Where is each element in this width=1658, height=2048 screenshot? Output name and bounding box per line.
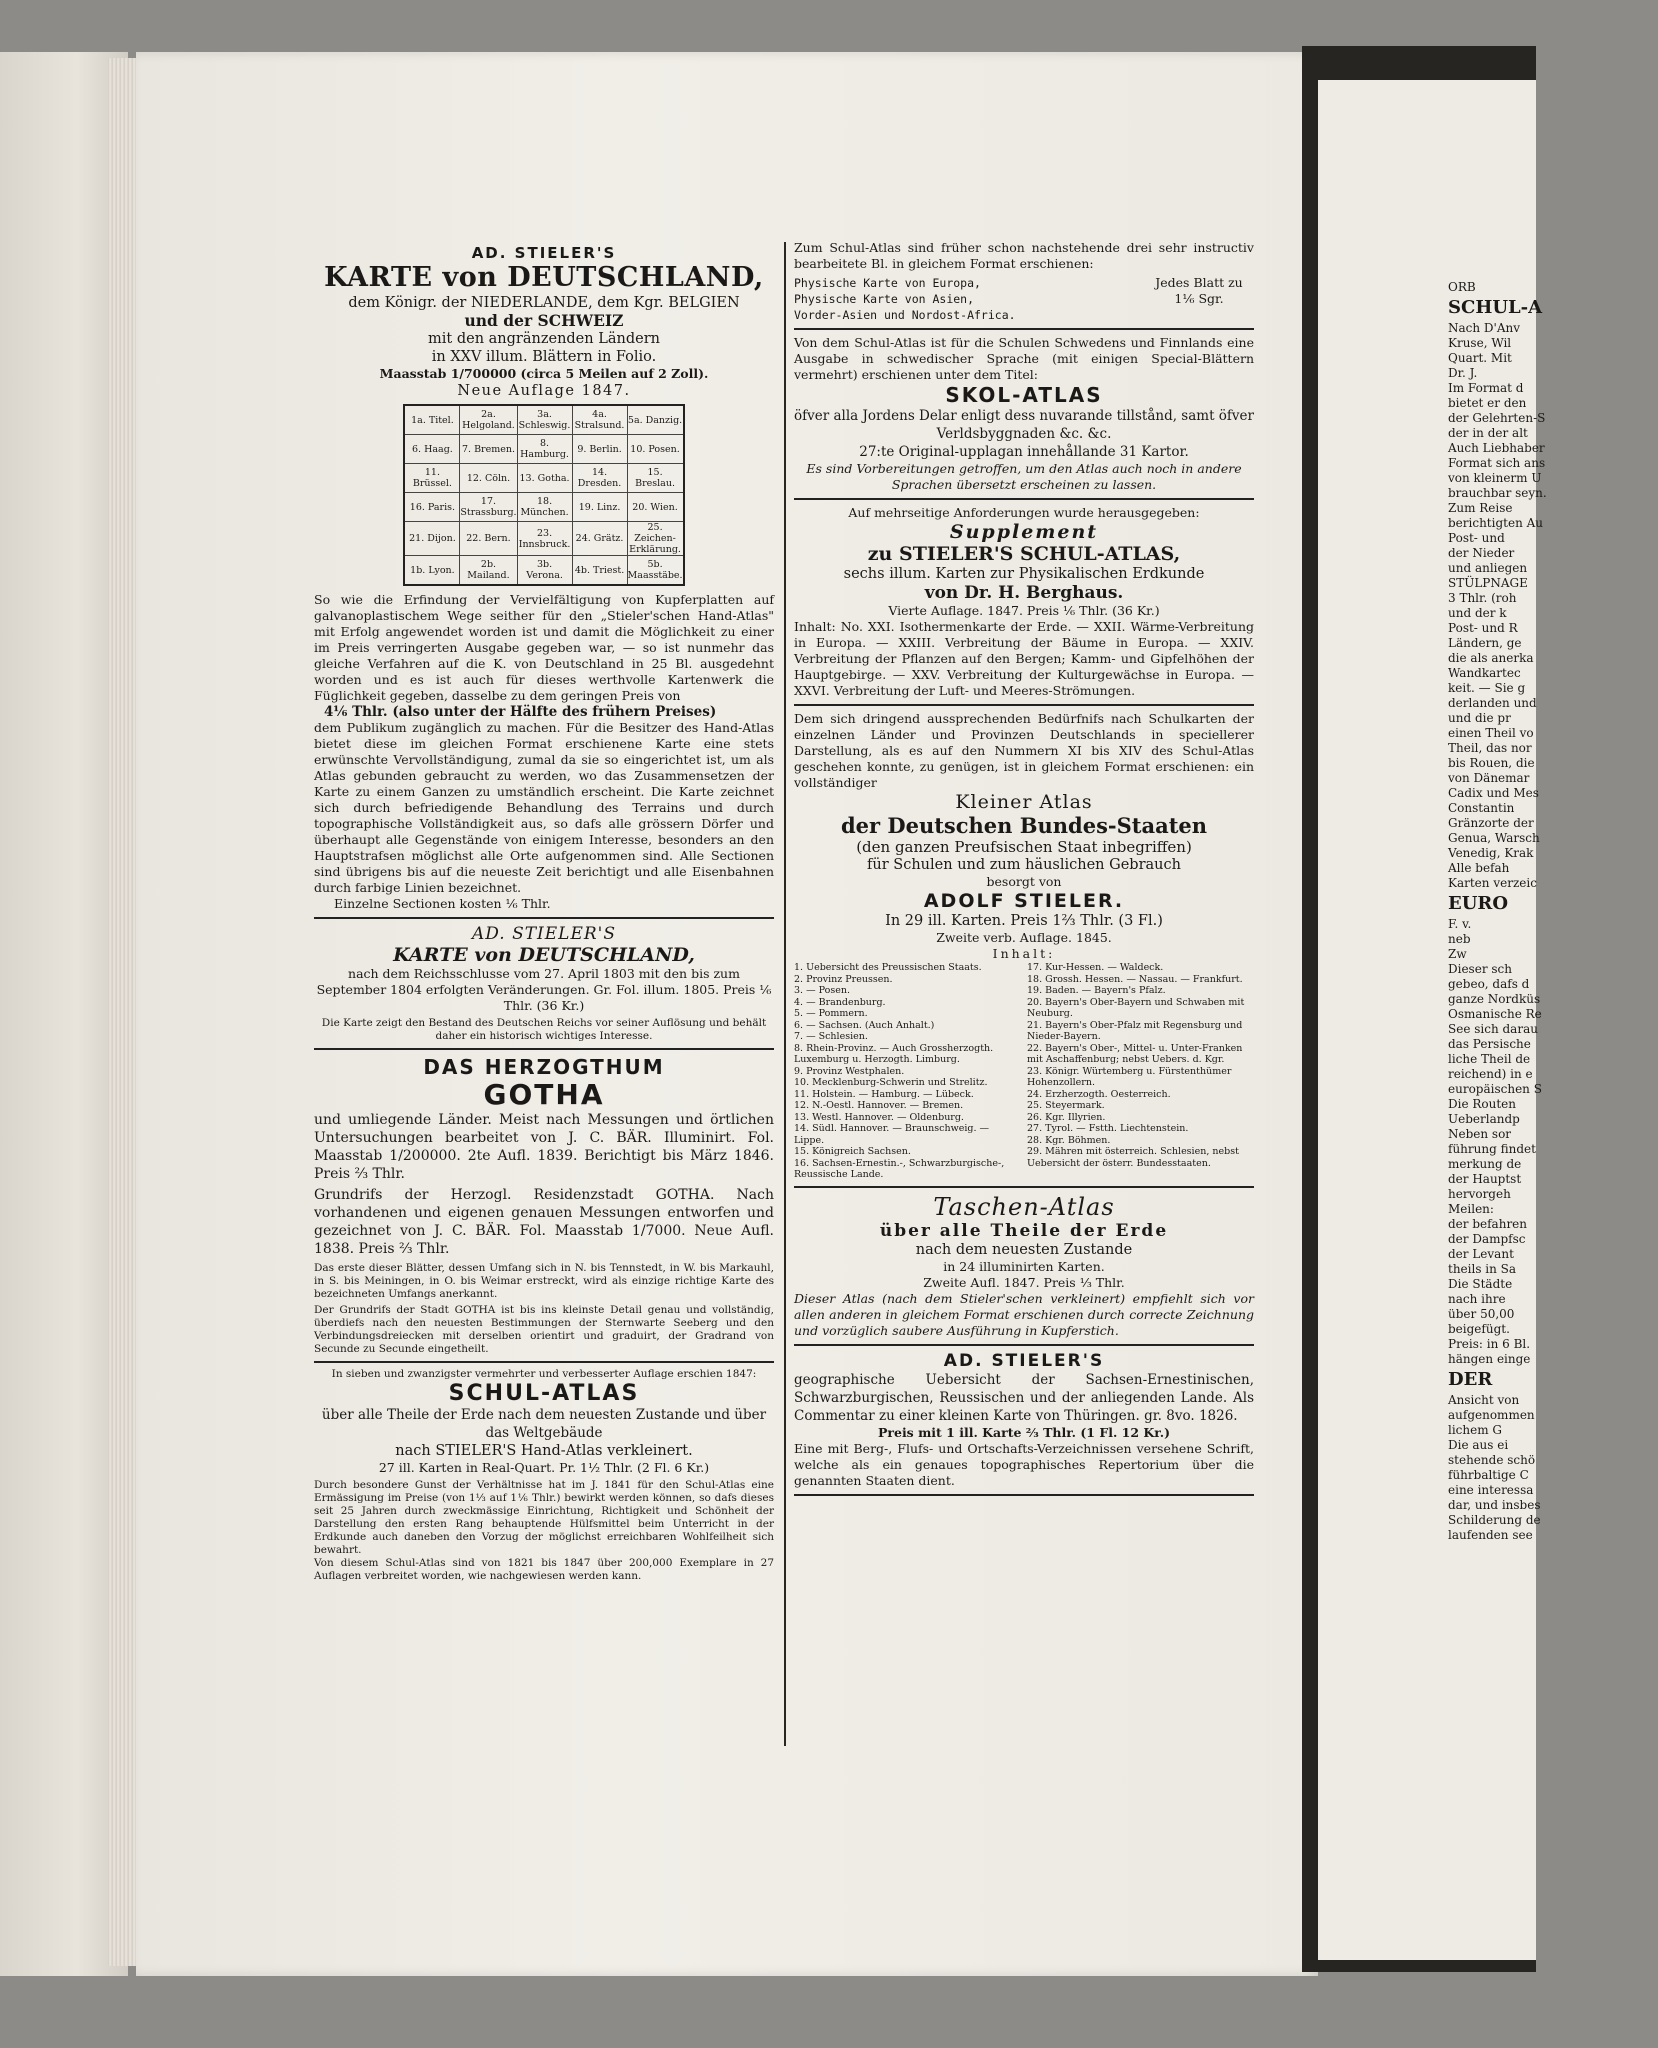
supp-title: Supplement [949, 521, 1099, 543]
right-page-line: STÜLPNAGE [1448, 576, 1528, 590]
contents-item: 10. Mecklenburg-Schwerin und Strelitz. [794, 1077, 988, 1088]
right-page-line: laufenden see [1448, 1528, 1533, 1542]
contents-item: 24. Erzherzogth. Oesterreich. [1027, 1088, 1171, 1100]
supp-body: Inhalt: No. XXI. Isothermenkarte der Erde. — XXII. Wärme-Verbreitung in Europa. — XXIII. Verbreitung der Bäume in Europa. — XXIV. Verbreitung der Pflanzen auf den Bergen; Kamm- und Gipfelhöhen der Hauptgebirge. — XXV. Verbreitung der Kulturgewächse in Europa. — XXVI. Verbreitung der Luft- und Meeres-Strömungen. [794, 619, 1254, 698]
rc-map-2: Physische Karte von Asien, [794, 292, 975, 306]
contents-item: 14. Südl. Hannover. — Braunschweig. — Lippe. [794, 1123, 990, 1146]
ta-ed: Zweite Aufl. 1847. Preis ⅓ Thlr. [923, 1274, 1125, 1290]
grid-cell: 4a. Stralsund. [572, 405, 627, 435]
grid-cell: 11. Brüssel. [404, 464, 460, 493]
right-page-line: hängen einge [1448, 1352, 1531, 1366]
right-page-line: der Levant [1448, 1247, 1514, 1261]
right-page-line: über 50,00 [1448, 1307, 1515, 1321]
contents-item: 3. — Posen. [794, 985, 850, 996]
gotha-body: und umliegende Länder. Meist nach Messungen und örtlichen Untersuchungen bearbeitet von J. C. BÄR. Illuminirt. Fol. Maasstab 1/200000. 2te Aufl. 1839. Berichtigt bis März 1846. Preis ⅔ Thlr. [314, 1112, 774, 1182]
right-page-line: derlanden und [1448, 696, 1537, 710]
grid-row [404, 522, 683, 556]
ta-sub2: nach dem neuesten Zustande [915, 1241, 1133, 1258]
grid-cell: 17. Strassburg. [460, 493, 517, 522]
right-page-line: merkung de [1448, 1157, 1522, 1171]
grid-cell: 13. Gotha. [517, 464, 572, 493]
right-page-line: lichem G [1448, 1423, 1503, 1437]
right-page-line: von kleinerm U [1448, 471, 1542, 485]
ge-title: AD. STIELER'S [943, 1350, 1105, 1371]
ta-sub3: in 24 illuminirten Karten. [943, 1258, 1105, 1274]
karte-sub1: dem Königr. der NIEDERLANDE, dem Kgr. BELGIEN [348, 295, 740, 311]
right-page-line: hervorgeh [1448, 1187, 1511, 1201]
right-page-line: See sich darau [1448, 1022, 1538, 1036]
rc-maps-price: Jedes Blatt zu 1⅙ Sgr. [1155, 275, 1243, 306]
right-page-line: aufgenommen [1448, 1408, 1535, 1422]
contents-item: 21. Bayern's Ober-Pfalz mit Regensburg und Nieder-Bayern. [1027, 1019, 1243, 1042]
karte-edition: Neue Auflage 1847. [457, 383, 631, 399]
right-page-line: Post- und R [1448, 621, 1518, 635]
kl-title1: Kleiner Atlas [955, 791, 1093, 813]
contents-item: 13. Westl. Hannover. — Oldenburg. [794, 1111, 964, 1123]
schul-body: Durch besondere Gunst der Verhältnisse hat im J. 1841 für den Schul-Atlas eine Ermässigung im Preise (von 1⅓ auf 1⅙ Thlr.) bewirkt werden können, so dafs dieses seit 25 Jahren durch zweckmässige Einrichtung, Richtigkeit und Schönheit der Darstellung den ersten Rang behauptende Hülfsmittel beim Unterricht in der Erdkunde auch daneben den Vorzug der möglichst erreichbaren Wohlfeilheit sich bewahrt. [314, 1479, 774, 1556]
gotha-title2: GOTHA [483, 1078, 605, 1111]
karte-header: AD. STIELER'S [471, 244, 617, 262]
gotha-body3: Das erste dieser Blätter, dessen Umfang sich in N. bis Tennstedt, in W. bis Markauhl, in S. bis Meiningen, in O. bis Weimar erstreckt, wird als einzige richtige Karte des bezeichneten Umfangs anerkannt. [314, 1262, 774, 1300]
karte1803-title: KARTE von DEUTSCHLAND, [393, 944, 695, 966]
contents-item: 11. Holstein. — Hamburg. — Lübeck. [794, 1088, 974, 1100]
ta-body: Dieser Atlas (nach dem Stieler'schen verkleinert) empfiehlt sich vor allen anderen in gleichem Format erschienen durch correcte Zeichnung und vorzüglich saubere Ausführung in Kupferstich. [794, 1290, 1254, 1338]
skol-title: SKOL-ATLAS [945, 383, 1103, 407]
rc-intro: Zum Schul-Atlas sind früher schon nachstehende drei sehr instructiv bearbeitete Bl. in gleichem Format erschienen: [794, 240, 1254, 271]
grid-cell: 21. Dijon. [404, 522, 460, 556]
grid-cell: 25. Zeichen-Erklärung. [627, 522, 684, 556]
contents-item: 2. Provinz Preussen. [794, 973, 893, 985]
right-page-line: der Hauptst [1448, 1172, 1522, 1186]
contents-item: 9. Provinz Westphalen. [794, 1065, 905, 1077]
right-page-line: europäischen S [1448, 1082, 1542, 1096]
supp-sub: zu STIELER'S SCHUL-ATLAS, [867, 543, 1181, 565]
contents-item: 1. Uebersicht des Preussischen Staats. [794, 962, 982, 973]
right-page-line: Karten verzeic [1448, 876, 1537, 890]
right-page-line: SCHUL-A [1448, 297, 1543, 318]
kl-sub3: besorgt von [986, 874, 1062, 889]
contents-item: 8. Rhein-Provinz. — Auch Grossherzogth. Luxemburg u. Herzogth. Limburg. [794, 1042, 994, 1065]
schul-intro: In sieben und zwanzigster vermehrter und verbesserter Auflage erschien 1847: [331, 1368, 757, 1380]
grid-cell: 22. Bern. [460, 522, 517, 556]
supp-sub2: sechs illum. Karten zur Physikalischen Erdkunde [843, 566, 1205, 582]
supp-author: von Dr. H. Berghaus. [924, 583, 1124, 603]
contents-item: 26. Kgr. Illyrien. [1027, 1111, 1106, 1123]
right-page-line: reichend) in e [1448, 1067, 1533, 1081]
contents-item: 22. Bayern's Ober-, Mittel- u. Unter-Franken mit Aschaffenburg; nebst Uebers. d. Kgr. [1027, 1042, 1243, 1065]
grid-cell: 8. Hamburg. [517, 435, 572, 464]
rc-map-1: Physische Karte von Europa, [794, 276, 981, 290]
contents-item: 19. Baden. — Bayern's Pfalz. [1027, 985, 1166, 996]
karte-price: 4⅙ Thlr. (also unter der Hälfte des frühern Preises) [324, 704, 717, 720]
right-page-line: DER [1448, 1369, 1493, 1390]
right-page-line: Nach D'Anv [1448, 321, 1521, 335]
grid-cell: 14. Dresden. [572, 464, 627, 493]
right-page-line: Im Format d [1448, 381, 1524, 395]
karte-sub4: in XXV illum. Blättern in Folio. [431, 349, 657, 365]
contents-item: 28. Kgr. Böhmen. [1027, 1134, 1111, 1146]
left-column [314, 240, 774, 1583]
right-page-line: Venedig, Krak [1448, 846, 1534, 860]
right-page-line: liche Theil de [1448, 1052, 1531, 1066]
grid-cell: 3a. Schleswig. [517, 405, 572, 435]
right-page-line: Osmanische Re [1448, 1007, 1542, 1021]
right-page-line: ORB [1448, 280, 1476, 294]
right-page-line: und anliegen [1448, 561, 1528, 575]
right-page-line: bis Rouen, die [1448, 756, 1535, 770]
grid-cell: 7. Bremen. [460, 435, 517, 464]
right-page-line: berichtigten Au [1448, 516, 1544, 530]
right-page-line: der Gelehrten-S [1448, 411, 1546, 425]
kl-contents-right [1027, 962, 1254, 1181]
gotha-title1: DAS HERZOGTHUM [423, 1055, 665, 1079]
grid-cell: 9. Berlin. [572, 435, 627, 464]
right-page-line: Dr. J. [1448, 366, 1478, 380]
right-page-line: dar, und insbes [1448, 1498, 1541, 1512]
grid-cell: 5b. Maasstäbe. [627, 556, 684, 586]
kl-contents [794, 962, 1254, 1181]
right-page-line: keit. — Sie g [1448, 681, 1526, 695]
right-page-line: Die aus ei [1448, 1438, 1509, 1452]
kl-contents-left [794, 962, 1021, 1181]
sheet-grid [403, 404, 684, 586]
right-page-line: beigefügt. [1448, 1322, 1510, 1336]
ge-note: Eine mit Berg-, Flufs- und Ortschafts-Verzeichnissen versehene Schrift, welche als ein genaues topographisches Repertorium über die genannten Staaten dient. [794, 1440, 1254, 1488]
contents-item: 4. — Brandenburg. [794, 996, 886, 1008]
right-page-line: Dieser sch [1448, 962, 1512, 976]
right-page-line: Format sich ans [1448, 456, 1546, 470]
ge-body: geographische Uebersicht der Sachsen-Ernestinischen, Schwarzburgischen, Reussischen und der anliegenden Lande. Als Commentar zu einer kleinen Karte von Thüringen. gr. 8vo. 1826. [794, 1371, 1254, 1424]
kl-sub2: für Schulen und zum häuslichen Gebrauch [867, 857, 1181, 873]
right-page-line: Constantin [1448, 801, 1515, 815]
grid-cell: 2b. Mailand. [460, 556, 517, 586]
right-page-line: Die Routen [1448, 1097, 1517, 1111]
contents-item: 25. Steyermark. [1027, 1100, 1105, 1111]
grid-row [404, 435, 683, 464]
grid-cell: 4b. Triest. [572, 556, 627, 586]
supp-ed: Vierte Auflage. 1847. Preis ⅙ Thlr. (36 Kr.) [888, 603, 1160, 618]
gotha-body4: Der Grundrifs der Stadt GOTHA ist bis ins kleinste Detail genau und vollständig, überdiefs nach den neuesten Bestimmungen der Sternwarte Seeberg und den Verbindungsdreiecken mit derselben orientirt und graduirt, der Gradrand von Secunde zu Secunde eingetheilt. [314, 1304, 774, 1355]
right-page-line: Post- und [1448, 531, 1505, 545]
right-page-line: einen Theil vo [1448, 726, 1534, 740]
grid-row [404, 405, 683, 435]
contents-item: 6. — Sachsen. (Auch Anhalt.) [794, 1019, 935, 1031]
right-page-line: Quart. Mit [1448, 351, 1512, 365]
right-page-line: der befahren [1448, 1217, 1528, 1231]
grid-cell: 6. Haag. [404, 435, 460, 464]
karte-scale: Maasstab 1/700000 (circa 5 Meilen auf 2 Zoll). [379, 366, 709, 381]
grid-cell: 10. Posen. [627, 435, 684, 464]
right-page-line: Kruse, Wil [1448, 336, 1512, 350]
right-page-line: Auch Liebhaber [1448, 441, 1545, 455]
right-page-line: Ueberlandp [1448, 1112, 1520, 1126]
right-page-line: der Dampfsc [1448, 1232, 1526, 1246]
right-page-line: führbaltige C [1448, 1468, 1529, 1482]
grid-cell: 16. Paris. [404, 493, 460, 522]
rc-maps [794, 275, 1254, 323]
grid-cell: 23. Innsbruck. [517, 522, 572, 556]
right-page-line: Schilderung de [1448, 1513, 1541, 1527]
contents-item: 12. N.-Oestl. Hannover. — Bremen. [794, 1100, 964, 1111]
rc-swedish-intro: Von dem Schul-Atlas ist für die Schulen Schwedens und Finnlands eine Ausgabe in schwedischer Sprache (mit einigen Special-Blättern vermehrt) erschienen unter dem Titel: [794, 335, 1254, 382]
right-page-line: Alle befah [1448, 861, 1510, 875]
skol-note: Es sind Vorbereitungen getroffen, um den Atlas auch noch in andere Sprachen übersetzt erscheinen zu lassen. [806, 461, 1242, 492]
kl-sub: (den ganzen Preufsischen Staat inbegriffen) [856, 838, 1192, 856]
kl-price: In 29 ill. Karten. Preis 1⅔ Thlr. (3 Fl.) [885, 913, 1163, 929]
karte-body2: dem Publikum zugänglich zu machen. Für die Besitzer des Hand-Atlas bietet diese im gleichen Format erschienene Karte eine stets erwünschte Vervollständigung, zumal da sie so eingerichtet ist, um als Atlas gebunden gebraucht zu werden, wo das Zusammensetzen der Karte zu einem Ganzen zu umständlich erscheint. Die Karte zeichnet sich durch befriedigende Behandlung des Terrains und durch topographische Vollständigkeit aus, so dafs alle grössern Dörfer und überhaupt alle Gegenstände von einigem Interesse, besonders an den Hauptstrafsen möglichst alle Orte aufgenommen sind. Alle Sectionen sind übrigens bis auf die neueste Zeit berichtigt und alle Eisenbahnen durch farbige Linien bezeichnet. [314, 720, 774, 895]
right-page-line: Die Städte [1448, 1277, 1513, 1291]
contents-item: 7. — Schlesien. [794, 1031, 868, 1042]
grid-cell: 1b. Lyon. [404, 556, 460, 586]
right-page-line: der Nieder [1448, 546, 1515, 560]
karte1803-header: AD. STIELER'S [471, 924, 617, 944]
rc-map-3: Vorder-Asien und Nordost-Africa. [794, 308, 1016, 322]
grid-cell: 19. Linz. [572, 493, 627, 522]
right-page-line: Zum Reise [1448, 501, 1513, 515]
kl-intro: Dem sich dringend aussprechenden Bedürfnifs nach Schulkarten der einzelnen Länder und Provinzen Deutschlands in speciellerer Darstellung, als es auf den Nummern XI bis XIV des Schul-Atlas geschehen konnte, zu genügen, ist in gleichem Format erschienen: ein vollständiger [794, 711, 1254, 790]
right-page-line: Meilen: [1448, 1202, 1494, 1216]
contents-item: 23. Königr. Würtemberg u. Fürstenthümer Hohenzollern. [1027, 1065, 1232, 1088]
right-page-line: stehende schö [1448, 1453, 1536, 1467]
karte1803-body: nach dem Reichsschlusse vom 27. April 1803 mit den bis zum September 1804 erfolgten Veränderungen. Gr. Fol. illum. 1805. Preis ⅙ Thlr. (36 Kr.) [316, 966, 772, 1013]
right-page-line: das Persische [1448, 1037, 1531, 1051]
right-page-line: Preis: in 6 Bl. [1448, 1337, 1531, 1351]
skol-sub: öfver alla Jordens Delar enligt dess nuvarande tillstånd, samt öfver Verldsbyggnaden &c. &c. [794, 408, 1254, 442]
right-page-line: Ansicht von [1448, 1393, 1520, 1407]
ta-sub: über alle Theile der Erde [879, 1220, 1169, 1241]
grid-cell: 12. Cöln. [460, 464, 517, 493]
contents-item: 15. Königreich Sachsen. [794, 1146, 911, 1157]
contents-item: 17. Kur-Hessen. — Waldeck. [1027, 962, 1164, 973]
right-page-line: führung findet [1448, 1142, 1536, 1156]
karte-sub3: mit den angränzenden Ländern [428, 331, 660, 347]
right-page-line: und der k [1448, 606, 1507, 620]
grid-cell: 15. Breslau. [627, 464, 684, 493]
right-page-line: F. v. [1448, 917, 1472, 931]
contents-item: 18. Grossh. Hessen. — Nassau. — Frankfurt. [1027, 973, 1243, 985]
right-page-line: ganze Nordküs [1448, 992, 1541, 1006]
grid-cell: 1a. Titel. [404, 405, 460, 435]
kl-ed: Zweite verb. Auflage. 1845. [936, 930, 1112, 945]
grid-cell: 3b. Verona. [517, 556, 572, 586]
right-page-line: eine interessa [1448, 1483, 1534, 1497]
right-page-line: Ländern, ge [1448, 636, 1522, 650]
ge-price: Preis mit 1 ill. Karte ⅔ Thlr. (1 Fl. 12 Kr.) [878, 1424, 1170, 1440]
schul-sub2: nach STIELER'S Hand-Atlas verkleinert. [395, 1443, 693, 1459]
karte-sections: Einzelne Sectionen kosten ⅙ Thlr. [334, 896, 551, 911]
grid-cell: 18. München. [517, 493, 572, 522]
grid-cell: 20. Wien. [627, 493, 684, 522]
right-page-line: 3 Thlr. (roh [1448, 591, 1517, 605]
right-page-line: Neben sor [1448, 1127, 1512, 1141]
grid-row [404, 493, 683, 522]
right-page-line: Wandkartec [1448, 666, 1521, 680]
schul-title: SCHUL-ATLAS [448, 1381, 640, 1406]
page-edges [108, 58, 138, 1966]
grid-row [404, 464, 683, 493]
kl-inhalt: Inhalt: [992, 946, 1056, 961]
supp-intro: Auf mehrseitige Anforderungen wurde herausgegeben: [848, 505, 1200, 520]
schul-sub3: 27 ill. Karten in Real-Quart. Pr. 1½ Thlr. (2 Fl. 6 Kr.) [378, 1460, 710, 1475]
right-page-line: der in der alt [1448, 426, 1528, 440]
right-page-line: von Dänemar [1448, 771, 1530, 785]
right-page-line: bietet er den [1448, 396, 1527, 410]
right-page-line: die als anerka [1448, 651, 1534, 665]
right-page-line: brauchbar seyn. [1448, 486, 1547, 500]
contents-item: 29. Mähren mit österreich. Schlesien, nebst Uebersicht der österr. Bundesstaaten. [1027, 1146, 1239, 1169]
skol-ed: 27:te Original-upplagan innehållande 31 Kartor. [859, 444, 1189, 460]
right-page-line: EURO [1448, 893, 1509, 914]
karte-sub2: und der SCHWEIZ [464, 311, 624, 330]
ta-title: Taschen-Atlas [933, 1192, 1115, 1221]
right-page-line: und die pr [1448, 711, 1511, 725]
right-page-line: gebeo, dafs d [1448, 977, 1530, 991]
right-page-line: nach ihre [1448, 1292, 1506, 1306]
grid-row [404, 556, 683, 586]
right-page-text [1448, 280, 1658, 1543]
right-page-line: neb [1448, 932, 1471, 946]
right-page-line: Zw [1448, 947, 1467, 961]
schul-sub1: über alle Theile der Erde nach dem neuesten Zustande und über das Weltgebäude [321, 1407, 767, 1441]
contents-item: 20. Bayern's Ober-Bayern und Schwaben mit Neuburg. [1027, 996, 1245, 1019]
kl-title2: der Deutschen Bundes-Staaten [840, 813, 1208, 838]
right-column [794, 240, 1254, 1501]
right-page-line: theils in Sa [1448, 1262, 1517, 1276]
karte1803-note: Die Karte zeigt den Bestand des Deutschen Reichs vor seiner Auflösung und behält daher ein historisch wichtiges Interesse. [321, 1017, 767, 1042]
contents-item: 27. Tyrol. — Fstth. Liechtenstein. [1027, 1123, 1189, 1134]
right-page-line: Gränzorte der [1448, 816, 1534, 830]
contents-item: 16. Sachsen-Ernestin.-, Schwarzburgische-, Reussische Lande. [794, 1157, 1005, 1180]
right-page-line: Cadix und Mes [1448, 786, 1539, 800]
grid-cell: 2a. Helgoland. [460, 405, 517, 435]
contents-item: 5. — Pommern. [794, 1008, 868, 1019]
grid-cell: 5a. Danzig. [627, 405, 684, 435]
right-page-line: Genua, Warsch [1448, 831, 1540, 845]
schul-body2: Von diesem Schul-Atlas sind von 1821 bis 1847 über 200,000 Exemplare in 27 Auflagen verbreitet worden, wie nachgewiesen werden kann. [314, 1557, 774, 1582]
right-page-line: Theil, das nor [1448, 741, 1532, 755]
column-rule [784, 242, 786, 1746]
kl-author: ADOLF STIELER. [923, 890, 1125, 912]
gotha-body2: Grundrifs der Herzogl. Residenzstadt GOTHA. Nach vorhandenen und eigenen genauen Messungen entworfen und gezeichnet von J. C. BÄR. Fol. Maasstab 1/7000. Neue Aufl. 1838. Preis ⅔ Thlr. [314, 1187, 774, 1257]
karte-body: So wie die Erfindung der Vervielfältigung von Kupferplatten auf galvanoplastischem Wege seither für den „Stieler'schen Hand-Atlas" mit Erfolg angewendet worden ist und damit die Möglichkeit zu einer im Preis verringerten Ausgabe gegeben war, — so ist nunmehr das gleiche Verfahren auf die K. von Deutschland in 25 Bl. ausgedehnt worden und es ist auch für dieses werthvolle Kartenwerk die Füglichkeit gegeben, dasselbe zu dem geringen Preis von [314, 592, 774, 703]
grid-cell: 24. Grätz. [572, 522, 627, 556]
karte-title: KARTE von DEUTSCHLAND, [324, 262, 764, 293]
